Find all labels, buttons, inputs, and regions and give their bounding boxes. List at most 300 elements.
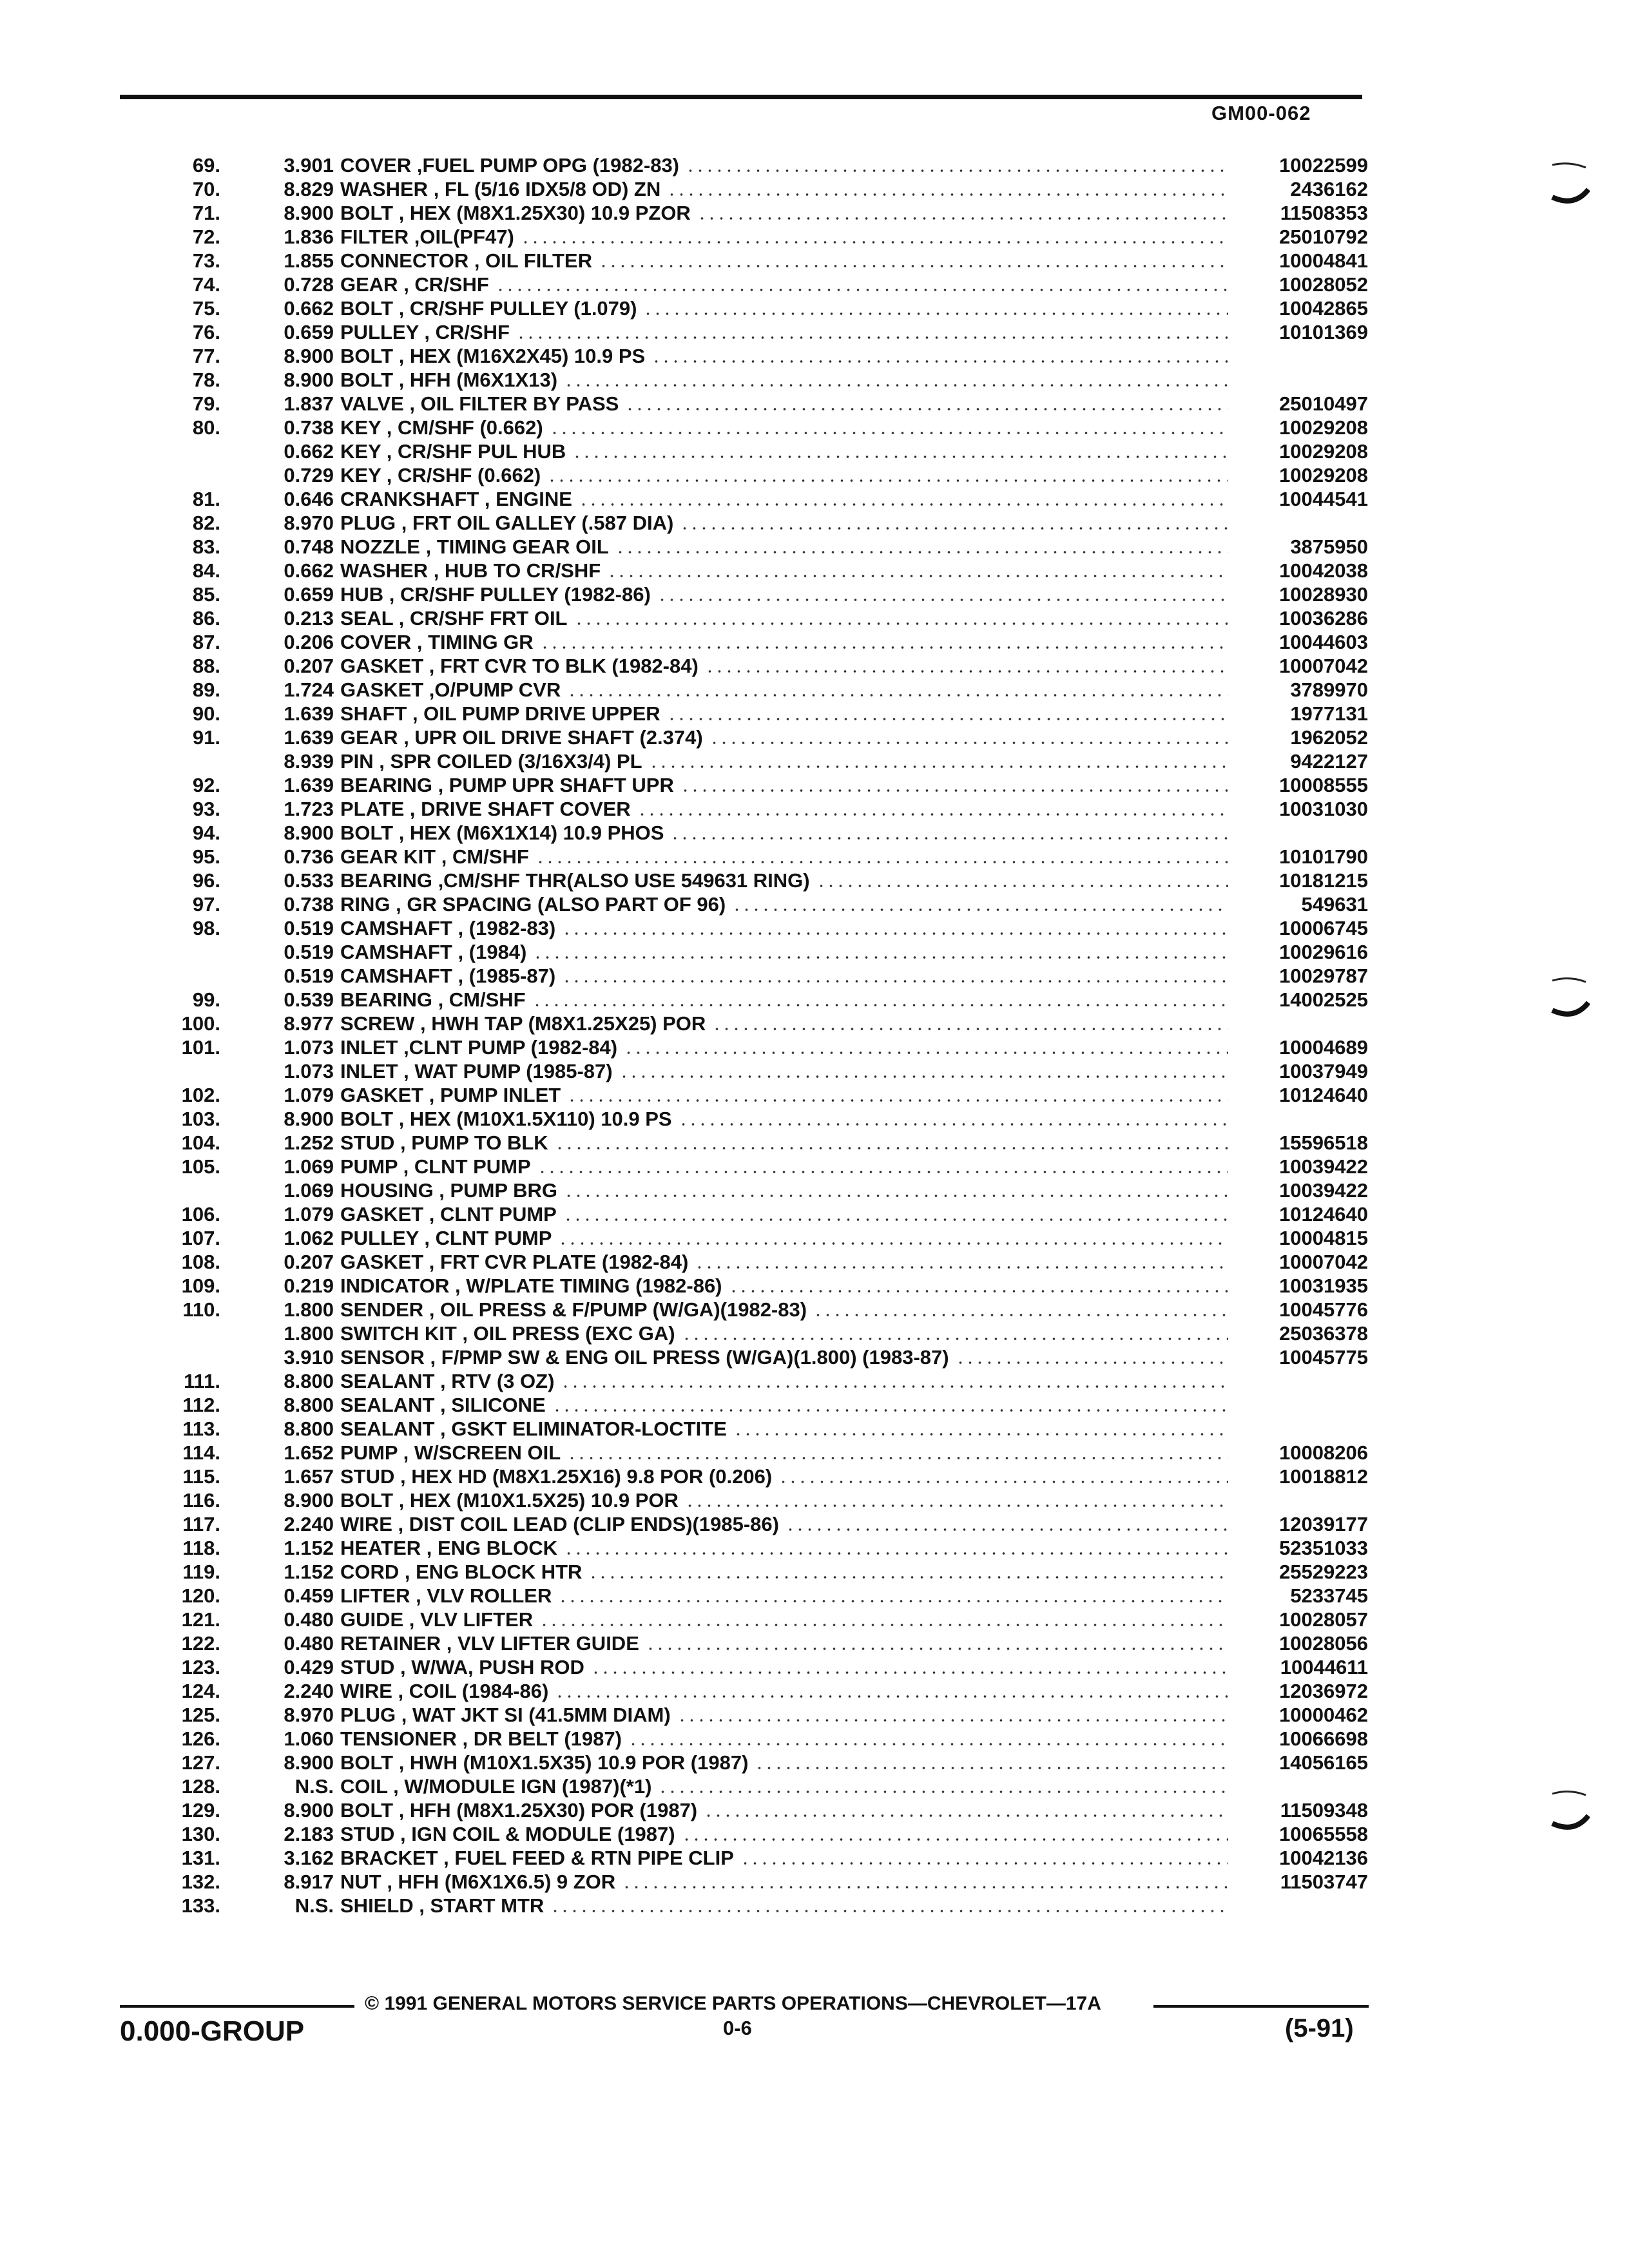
part-row — [0, 1321, 1629, 1345]
group-code: 1.836 — [284, 226, 334, 248]
part-row — [0, 1012, 1629, 1035]
part-row — [0, 821, 1629, 845]
part-detail: , F/PMP SW & ENG OIL PRESS (W/GA)(1.800) (1983-87) — [424, 1346, 949, 1369]
part-name: SWITCH KIT — [340, 1322, 457, 1345]
part-detail: , CR/SHF — [418, 321, 510, 343]
group-code: 1.723 — [284, 798, 334, 820]
part-name: BOLT — [340, 202, 394, 224]
part-detail: , CR/SHF PULLEY (1.079) — [393, 297, 637, 320]
part-name: INLET — [340, 1060, 398, 1082]
footer-copyright: © 1991 GENERAL MOTORS SERVICE PARTS OPERATIONS—CHEVROLET—17A — [365, 1993, 1101, 2014]
dot-leader — [539, 1623, 1228, 1627]
part-row — [0, 1703, 1629, 1727]
dot-leader — [533, 956, 1228, 959]
part-description — [340, 1727, 1228, 1751]
part-number: 11503747 — [1280, 1870, 1368, 1893]
part-number: 12036972 — [1279, 1680, 1368, 1702]
part-number: 10045775 — [1279, 1346, 1368, 1369]
group-code: N.S. — [294, 1894, 334, 1917]
part-description — [340, 654, 1228, 678]
part-row — [0, 320, 1629, 344]
part-name: GASKET — [340, 1251, 424, 1273]
part-description — [340, 559, 1228, 582]
item-number: 126. — [181, 1727, 220, 1750]
part-name: TENSIONER — [340, 1727, 457, 1750]
part-row — [0, 869, 1629, 892]
group-code: 1.079 — [284, 1203, 334, 1225]
part-name: WASHER — [340, 559, 429, 582]
dot-leader — [622, 1885, 1228, 1889]
part-name: COVER — [340, 154, 412, 177]
dot-leader — [564, 383, 1228, 387]
item-number: 95. — [192, 845, 220, 868]
item-number: 74. — [192, 273, 220, 296]
part-description — [340, 1012, 1228, 1035]
part-row — [0, 1488, 1629, 1512]
item-number: 82. — [192, 512, 220, 534]
group-code: 0.206 — [284, 631, 334, 653]
part-name: CONNECTOR — [340, 249, 469, 272]
group-code: 1.252 — [284, 1131, 334, 1154]
part-row — [0, 797, 1629, 821]
part-row — [0, 702, 1629, 726]
part-description — [340, 1250, 1228, 1274]
part-detail: , HEX (M10X1.5X110) 10.9 PS — [393, 1108, 672, 1130]
part-name: BOLT — [340, 1751, 394, 1774]
item-number: 122. — [181, 1632, 220, 1655]
item-number: 101. — [181, 1036, 220, 1059]
dot-leader — [778, 1480, 1228, 1484]
dot-leader — [646, 1647, 1228, 1651]
dot-leader — [564, 1194, 1228, 1198]
part-number: 10042136 — [1279, 1847, 1368, 1869]
part-detail: , PUMP INLET — [423, 1084, 561, 1106]
item-number: 112. — [182, 1394, 220, 1416]
dot-leader — [535, 860, 1228, 864]
item-number: 87. — [192, 631, 220, 653]
part-number: 10028052 — [1279, 273, 1368, 296]
part-row — [0, 1226, 1629, 1250]
group-code: 2.240 — [284, 1680, 334, 1702]
dot-leader — [574, 622, 1229, 626]
part-name: CRANKSHAFT — [340, 488, 479, 510]
part-row — [0, 153, 1629, 177]
group-code: 1.060 — [284, 1727, 334, 1750]
part-description — [340, 1274, 1228, 1298]
part-number: 25529223 — [1279, 1561, 1368, 1583]
dot-leader — [729, 1289, 1228, 1293]
part-detail: , HEX (M8X1.25X30) 10.9 PZOR — [393, 202, 691, 224]
part-description — [340, 1417, 1228, 1441]
part-name: WASHER — [340, 178, 429, 200]
part-detail: , START MTR — [413, 1894, 545, 1917]
part-description — [340, 1155, 1228, 1178]
dot-leader — [704, 1814, 1228, 1818]
part-number: 3789970 — [1290, 678, 1368, 701]
parts-list — [0, 153, 1629, 1917]
part-description — [340, 940, 1228, 964]
group-code: 1.079 — [284, 1084, 334, 1106]
item-number: 72. — [192, 226, 220, 248]
part-row — [0, 296, 1629, 320]
part-number: 15596518 — [1279, 1131, 1368, 1154]
group-code: 0.729 — [284, 464, 334, 486]
part-number: 1962052 — [1290, 726, 1368, 749]
dot-leader — [667, 193, 1228, 197]
part-detail: , HEX (M10X1.5X25) 10.9 POR — [393, 1489, 679, 1512]
part-name: SENSOR — [340, 1346, 425, 1369]
group-code: 0.738 — [284, 416, 334, 439]
part-description — [340, 153, 1228, 177]
dot-leader — [562, 979, 1228, 983]
group-code: 8.800 — [284, 1394, 334, 1416]
group-code: 1.639 — [284, 774, 334, 796]
part-number: 10018812 — [1279, 1465, 1368, 1488]
part-row — [0, 1894, 1629, 1917]
item-number: 120. — [181, 1584, 220, 1607]
part-description — [340, 1298, 1228, 1321]
part-description — [340, 964, 1228, 988]
item-number: 77. — [192, 345, 220, 367]
part-row — [0, 439, 1629, 463]
part-row — [0, 1059, 1629, 1083]
part-row — [0, 1035, 1629, 1059]
part-name: BOLT — [340, 822, 394, 844]
item-number: 130. — [181, 1823, 220, 1845]
item-number: 92. — [192, 774, 220, 796]
part-number: 10036286 — [1279, 607, 1368, 629]
part-row — [0, 1751, 1629, 1774]
part-number: 10029787 — [1279, 965, 1368, 987]
part-number: 10042038 — [1279, 559, 1368, 582]
item-number: 90. — [192, 702, 220, 725]
dot-leader — [537, 1170, 1228, 1174]
item-number: 96. — [192, 869, 220, 892]
group-code: 0.646 — [284, 488, 334, 510]
part-number: 2436162 — [1290, 178, 1368, 200]
part-number: 14056165 — [1279, 1751, 1368, 1774]
group-code: 0.429 — [284, 1656, 334, 1678]
part-description — [340, 1894, 1228, 1917]
part-row — [0, 916, 1629, 940]
group-code: 1.800 — [284, 1322, 334, 1345]
part-description — [340, 1202, 1228, 1226]
group-code: 0.219 — [284, 1274, 334, 1297]
part-row — [0, 749, 1629, 773]
part-row — [0, 559, 1629, 582]
part-number: 10028057 — [1279, 1608, 1368, 1631]
part-detail: , W/SCREEN OIL — [398, 1441, 561, 1464]
part-row — [0, 1846, 1629, 1870]
part-description — [340, 892, 1228, 916]
item-number: 105. — [181, 1155, 220, 1178]
dot-leader — [740, 1861, 1228, 1865]
part-number: 10066698 — [1279, 1727, 1368, 1750]
part-row — [0, 1202, 1629, 1226]
part-number: 10042865 — [1279, 297, 1368, 320]
part-number: 10124640 — [1279, 1084, 1368, 1106]
footer-rule-left — [120, 2005, 354, 2008]
item-number: 123. — [181, 1656, 220, 1678]
part-name: GEAR KIT — [340, 845, 436, 868]
part-name: GASKET — [340, 655, 424, 677]
group-code: 8.829 — [284, 178, 334, 200]
part-name: FILTER — [340, 226, 409, 248]
part-detail: , CR/SHF — [398, 273, 489, 296]
group-code: 0.662 — [284, 440, 334, 463]
part-name: INLET — [340, 1036, 398, 1059]
dot-leader — [615, 550, 1228, 554]
part-name: GUIDE — [340, 1608, 404, 1631]
part-detail: , W/MODULE IGN (1987)(*1) — [387, 1775, 652, 1798]
part-row — [0, 678, 1629, 702]
binder-hole-mark-bottom — [1550, 1786, 1590, 1841]
part-number: 10101369 — [1279, 321, 1368, 343]
part-detail: , W/WA, PUSH ROD — [394, 1656, 584, 1678]
part-number: 10028056 — [1279, 1632, 1368, 1655]
item-number: 98. — [192, 917, 220, 939]
part-name: SENDER — [340, 1298, 424, 1321]
group-code: 8.970 — [284, 1704, 334, 1726]
part-detail: , ENG BLOCK — [421, 1537, 557, 1559]
part-number: 52351033 — [1279, 1537, 1368, 1559]
part-row — [0, 630, 1629, 654]
part-description — [340, 1345, 1228, 1369]
part-detail: , CR/SHF FRT OIL — [393, 607, 568, 629]
part-name: GASKET — [340, 1084, 424, 1106]
dot-leader — [562, 932, 1228, 936]
dot-leader — [786, 1528, 1228, 1532]
part-name: BRACKET — [340, 1847, 438, 1869]
dot-leader — [956, 1361, 1228, 1365]
part-row — [0, 1369, 1629, 1393]
item-number: 128. — [181, 1775, 220, 1798]
part-number: 10029208 — [1279, 440, 1368, 463]
part-detail: , HWH (M10X1.5X35) 10.9 POR (1987) — [393, 1751, 749, 1774]
group-code: 3.901 — [284, 154, 334, 177]
part-name: SEAL — [340, 607, 394, 629]
group-code: 1.639 — [284, 702, 334, 725]
part-detail: , CLNT PUMP — [418, 1227, 552, 1249]
part-row — [0, 1417, 1629, 1441]
dot-leader — [670, 836, 1228, 840]
part-detail: , FRT CVR TO BLK (1982-84) — [423, 655, 699, 677]
dot-leader — [625, 407, 1228, 411]
part-description — [340, 1393, 1228, 1417]
part-description — [340, 1584, 1228, 1608]
dot-leader — [733, 1432, 1228, 1436]
part-row — [0, 964, 1629, 988]
part-number: 25036378 — [1279, 1322, 1368, 1345]
group-code: 1.069 — [284, 1155, 334, 1178]
group-code: 0.659 — [284, 321, 334, 343]
item-number: 71. — [192, 202, 220, 224]
part-row — [0, 1679, 1629, 1703]
part-row — [0, 1107, 1629, 1131]
part-description — [340, 1512, 1228, 1536]
part-row — [0, 249, 1629, 273]
part-row — [0, 726, 1629, 749]
group-code: 0.480 — [284, 1632, 334, 1655]
part-number: 10039422 — [1279, 1155, 1368, 1178]
part-row — [0, 1584, 1629, 1608]
part-description — [340, 630, 1228, 654]
part-detail: , HUB TO CR/SHF — [428, 559, 601, 582]
part-description — [340, 273, 1228, 296]
part-name: CAMSHAFT — [340, 917, 452, 939]
part-row — [0, 1441, 1629, 1465]
part-number: 10039422 — [1279, 1179, 1368, 1202]
group-code: 0.728 — [284, 273, 334, 296]
part-detail: , COIL (1984-86) — [392, 1680, 549, 1702]
item-number: 94. — [192, 822, 220, 844]
part-number: 10044603 — [1279, 631, 1368, 653]
part-row — [0, 201, 1629, 225]
dot-leader — [619, 1075, 1228, 1079]
part-row — [0, 892, 1629, 916]
part-row — [0, 1774, 1629, 1798]
part-row — [0, 1512, 1629, 1536]
part-detail: , FRT CVR PLATE (1982-84) — [423, 1251, 689, 1273]
part-number: 10006745 — [1279, 917, 1368, 939]
part-row — [0, 606, 1629, 630]
item-number: 93. — [192, 798, 220, 820]
part-description — [340, 1751, 1228, 1774]
part-row — [0, 582, 1629, 606]
part-name: SEALANT — [340, 1370, 435, 1392]
group-code: 1.855 — [284, 249, 334, 272]
part-description — [340, 678, 1228, 702]
item-number: 113. — [182, 1418, 220, 1440]
item-number: 115. — [182, 1465, 220, 1488]
group-code: 1.657 — [284, 1465, 334, 1488]
part-description — [340, 1846, 1228, 1870]
part-detail: , CM/SHF — [432, 988, 526, 1011]
part-name: GASKET — [340, 1203, 424, 1225]
part-detail: , DIST COIL LEAD (CLIP ENDS)(1985-86) — [392, 1513, 779, 1535]
part-description — [340, 511, 1228, 535]
part-number: 5233745 — [1290, 1584, 1368, 1607]
part-detail: , VLV LIFTER GUIDE — [441, 1632, 639, 1655]
group-code: 1.073 — [284, 1060, 334, 1082]
part-row — [0, 773, 1629, 797]
part-description — [340, 320, 1228, 344]
part-row — [0, 1536, 1629, 1560]
part-description — [340, 249, 1228, 273]
group-code: 0.207 — [284, 655, 334, 677]
part-number: 10029616 — [1279, 941, 1368, 963]
item-number: 109. — [181, 1274, 220, 1297]
part-number: 10045776 — [1279, 1298, 1368, 1321]
group-code: 2.240 — [284, 1513, 334, 1535]
dot-leader — [658, 1790, 1228, 1794]
part-row — [0, 177, 1629, 201]
item-number: 124. — [181, 1680, 220, 1702]
part-name: WIRE — [340, 1513, 392, 1535]
part-row — [0, 1727, 1629, 1751]
item-number: 91. — [192, 726, 220, 749]
part-description — [340, 368, 1228, 392]
footer-edition-date: (5-91) — [1285, 2014, 1354, 2042]
part-row — [0, 511, 1629, 535]
footer-group-label: 0.000-GROUP — [120, 2015, 305, 2047]
part-detail: , CM/SHF (0.662) — [381, 416, 543, 439]
part-name: KEY — [340, 440, 381, 463]
part-number: 10181215 — [1279, 869, 1368, 892]
part-description — [340, 1178, 1228, 1202]
part-detail: , HEX (M6X1X14) 10.9 PHOS — [393, 822, 664, 844]
part-name: BEARING — [340, 869, 432, 892]
part-name: STUD — [340, 1465, 395, 1488]
part-row — [0, 1822, 1629, 1846]
dot-leader — [680, 526, 1228, 530]
part-description — [340, 702, 1228, 726]
part-description — [340, 1226, 1228, 1250]
part-detail: , HFH (M6X1X13) — [393, 369, 558, 391]
part-description — [340, 177, 1228, 201]
part-detail: , W/PLATE TIMING (1982-86) — [449, 1274, 722, 1297]
item-number: 78. — [192, 369, 220, 391]
part-number: 10124640 — [1279, 1203, 1368, 1225]
part-name: BOLT — [340, 297, 394, 320]
group-code: 0.736 — [284, 845, 334, 868]
group-code: 1.837 — [284, 392, 334, 415]
part-detail: , HFH (M8X1.25X30) POR (1987) — [393, 1799, 698, 1821]
part-description — [340, 1608, 1228, 1631]
dot-leader — [558, 1242, 1228, 1245]
part-number: 10007042 — [1279, 655, 1368, 677]
item-number: 79. — [192, 392, 220, 415]
part-description — [340, 773, 1228, 797]
part-detail: , GSKT ELIMINATOR-LOCTITE — [434, 1418, 727, 1440]
group-code: 1.062 — [284, 1227, 334, 1249]
part-detail: , TIMING GEAR OIL — [420, 535, 609, 558]
dot-leader — [628, 1742, 1228, 1746]
item-number: 80. — [192, 416, 220, 439]
dot-leader — [709, 741, 1228, 745]
part-name: KEY — [340, 464, 381, 486]
part-row — [0, 1655, 1629, 1679]
part-name: COIL — [340, 1775, 388, 1798]
dot-leader — [552, 1408, 1228, 1412]
group-code: 8.900 — [284, 822, 334, 844]
part-name: PUMP — [340, 1441, 398, 1464]
part-row — [0, 1870, 1629, 1894]
part-description — [340, 1655, 1228, 1679]
dot-leader — [685, 1504, 1228, 1508]
item-number: 125. — [181, 1704, 220, 1726]
item-number: 129. — [181, 1799, 220, 1821]
group-code: 3.162 — [284, 1847, 334, 1869]
dot-leader — [651, 360, 1228, 363]
part-row — [0, 988, 1629, 1012]
part-number: 11508353 — [1280, 202, 1368, 224]
part-description — [340, 487, 1228, 511]
dot-leader — [643, 312, 1228, 316]
item-number: 117. — [182, 1513, 220, 1535]
group-code: 0.738 — [284, 893, 334, 916]
item-number: 88. — [192, 655, 220, 677]
part-detail: ,CM/SHF THR(ALSO USE 549631 RING) — [432, 869, 810, 892]
part-name: LIFTER — [340, 1584, 410, 1607]
part-detail: , PUMP TO BLK — [394, 1131, 548, 1154]
item-number: 114. — [182, 1441, 220, 1464]
item-number: 83. — [192, 535, 220, 558]
dot-leader — [686, 169, 1228, 173]
part-row — [0, 1393, 1629, 1417]
part-detail: , DRIVE SHAFT COVER — [404, 798, 631, 820]
part-detail: , RTV (3 OZ) — [434, 1370, 555, 1392]
